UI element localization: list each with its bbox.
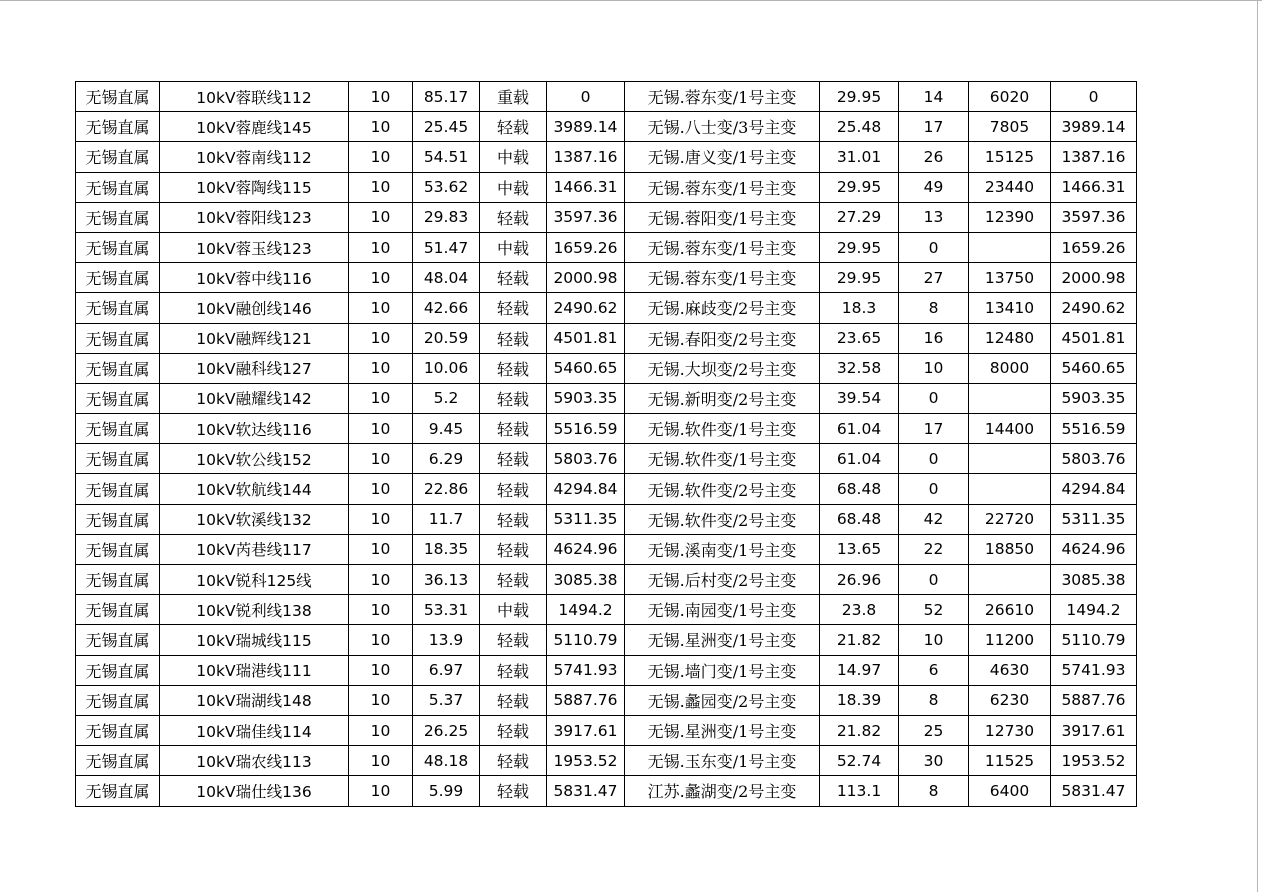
cell-transformer-load-rate: 29.95 bbox=[820, 82, 899, 112]
cell-load-rate: 6.97 bbox=[413, 655, 480, 685]
table-row bbox=[76, 474, 1137, 504]
cell-load-rate: 51.47 bbox=[413, 232, 480, 262]
cell-voltage: 10 bbox=[349, 625, 413, 655]
cell-user-capacity: 23440 bbox=[969, 172, 1051, 202]
cell-substation-transformer: 无锡.墙门变/1号主变 bbox=[625, 655, 820, 685]
cell-available-capacity: 5903.35 bbox=[1051, 383, 1137, 413]
cell-remaining-capacity: 3917.61 bbox=[547, 715, 625, 745]
table-row bbox=[76, 383, 1137, 413]
cell-substation-transformer: 无锡.蓉东变/1号主变 bbox=[625, 172, 820, 202]
cell-load-rate: 53.31 bbox=[413, 595, 480, 625]
cell-available-capacity: 1466.31 bbox=[1051, 172, 1137, 202]
cell-load-level: 轻载 bbox=[480, 625, 547, 655]
cell-user-count: 0 bbox=[899, 474, 969, 504]
cell-org: 无锡直属 bbox=[76, 142, 160, 172]
cell-remaining-capacity: 0 bbox=[547, 82, 625, 112]
cell-user-count: 16 bbox=[899, 323, 969, 353]
cell-transformer-load-rate: 61.04 bbox=[820, 444, 899, 474]
cell-available-capacity: 5831.47 bbox=[1051, 776, 1137, 806]
cell-transformer-load-rate: 29.95 bbox=[820, 232, 899, 262]
cell-load-rate: 42.66 bbox=[413, 293, 480, 323]
cell-available-capacity: 1659.26 bbox=[1051, 232, 1137, 262]
cell-user-capacity bbox=[969, 474, 1051, 504]
cell-available-capacity: 1494.2 bbox=[1051, 595, 1137, 625]
cell-load-rate: 20.59 bbox=[413, 323, 480, 353]
cell-line-name: 10kV锐科125线 bbox=[160, 565, 349, 595]
cell-org: 无锡直属 bbox=[76, 504, 160, 534]
cell-load-rate: 54.51 bbox=[413, 142, 480, 172]
cell-load-rate: 10.06 bbox=[413, 353, 480, 383]
cell-transformer-load-rate: 21.82 bbox=[820, 625, 899, 655]
cell-substation-transformer: 无锡.溪南变/1号主变 bbox=[625, 534, 820, 564]
cell-remaining-capacity: 4501.81 bbox=[547, 323, 625, 353]
cell-voltage: 10 bbox=[349, 383, 413, 413]
cell-load-rate: 48.04 bbox=[413, 263, 480, 293]
cell-transformer-load-rate: 26.96 bbox=[820, 565, 899, 595]
table-row bbox=[76, 504, 1137, 534]
cell-org: 无锡直属 bbox=[76, 232, 160, 262]
cell-substation-transformer: 无锡.软件变/1号主变 bbox=[625, 444, 820, 474]
table-row bbox=[76, 172, 1137, 202]
cell-user-count: 26 bbox=[899, 142, 969, 172]
cell-org: 无锡直属 bbox=[76, 444, 160, 474]
cell-org: 无锡直属 bbox=[76, 715, 160, 745]
cell-line-name: 10kV蓉中线116 bbox=[160, 263, 349, 293]
cell-voltage: 10 bbox=[349, 82, 413, 112]
cell-user-count: 25 bbox=[899, 715, 969, 745]
cell-load-rate: 53.62 bbox=[413, 172, 480, 202]
cell-voltage: 10 bbox=[349, 595, 413, 625]
cell-voltage: 10 bbox=[349, 685, 413, 715]
cell-load-rate: 5.2 bbox=[413, 383, 480, 413]
cell-user-count: 13 bbox=[899, 202, 969, 232]
cell-available-capacity: 5803.76 bbox=[1051, 444, 1137, 474]
cell-load-level: 轻载 bbox=[480, 414, 547, 444]
cell-user-count: 22 bbox=[899, 534, 969, 564]
cell-user-capacity: 6230 bbox=[969, 685, 1051, 715]
cell-user-count: 30 bbox=[899, 746, 969, 776]
cell-remaining-capacity: 3989.14 bbox=[547, 112, 625, 142]
cell-available-capacity: 5460.65 bbox=[1051, 353, 1137, 383]
cell-transformer-load-rate: 14.97 bbox=[820, 655, 899, 685]
cell-line-name: 10kV蓉鹿线145 bbox=[160, 112, 349, 142]
cell-user-count: 0 bbox=[899, 444, 969, 474]
cell-user-capacity: 26610 bbox=[969, 595, 1051, 625]
cell-available-capacity: 1953.52 bbox=[1051, 746, 1137, 776]
cell-transformer-load-rate: 18.3 bbox=[820, 293, 899, 323]
cell-load-rate: 9.45 bbox=[413, 414, 480, 444]
cell-voltage: 10 bbox=[349, 232, 413, 262]
cell-line-name: 10kV瑞仕线136 bbox=[160, 776, 349, 806]
cell-transformer-load-rate: 29.95 bbox=[820, 172, 899, 202]
cell-voltage: 10 bbox=[349, 112, 413, 142]
table-row bbox=[76, 715, 1137, 745]
cell-line-name: 10kV瑞湖线148 bbox=[160, 685, 349, 715]
cell-load-level: 轻载 bbox=[480, 323, 547, 353]
table-row bbox=[76, 112, 1137, 142]
cell-voltage: 10 bbox=[349, 323, 413, 353]
cell-line-name: 10kV瑞农线113 bbox=[160, 746, 349, 776]
cell-user-capacity: 13750 bbox=[969, 263, 1051, 293]
table-row bbox=[76, 595, 1137, 625]
cell-remaining-capacity: 1466.31 bbox=[547, 172, 625, 202]
cell-transformer-load-rate: 25.48 bbox=[820, 112, 899, 142]
cell-substation-transformer: 无锡.新明变/2号主变 bbox=[625, 383, 820, 413]
cell-available-capacity: 5741.93 bbox=[1051, 655, 1137, 685]
cell-transformer-load-rate: 23.65 bbox=[820, 323, 899, 353]
table-row bbox=[76, 444, 1137, 474]
cell-voltage: 10 bbox=[349, 293, 413, 323]
cell-org: 无锡直属 bbox=[76, 685, 160, 715]
cell-line-name: 10kV蓉南线112 bbox=[160, 142, 349, 172]
cell-user-count: 0 bbox=[899, 383, 969, 413]
table-row bbox=[76, 263, 1137, 293]
cell-available-capacity: 5887.76 bbox=[1051, 685, 1137, 715]
table-row bbox=[76, 746, 1137, 776]
cell-available-capacity: 3085.38 bbox=[1051, 565, 1137, 595]
cell-available-capacity: 0 bbox=[1051, 82, 1137, 112]
cell-user-count: 52 bbox=[899, 595, 969, 625]
table-row bbox=[76, 142, 1137, 172]
cell-load-level: 轻载 bbox=[480, 202, 547, 232]
cell-available-capacity: 5516.59 bbox=[1051, 414, 1137, 444]
cell-line-name: 10kV蓉联线112 bbox=[160, 82, 349, 112]
cell-voltage: 10 bbox=[349, 202, 413, 232]
cell-org: 无锡直属 bbox=[76, 202, 160, 232]
cell-voltage: 10 bbox=[349, 655, 413, 685]
cell-transformer-load-rate: 68.48 bbox=[820, 504, 899, 534]
cell-user-capacity: 11525 bbox=[969, 746, 1051, 776]
cell-remaining-capacity: 1387.16 bbox=[547, 142, 625, 172]
cell-user-count: 49 bbox=[899, 172, 969, 202]
cell-transformer-load-rate: 27.29 bbox=[820, 202, 899, 232]
cell-voltage: 10 bbox=[349, 776, 413, 806]
cell-voltage: 10 bbox=[349, 504, 413, 534]
cell-load-rate: 26.25 bbox=[413, 715, 480, 745]
cell-org: 无锡直属 bbox=[76, 293, 160, 323]
cell-line-name: 10kV芮巷线117 bbox=[160, 534, 349, 564]
cell-remaining-capacity: 5311.35 bbox=[547, 504, 625, 534]
cell-remaining-capacity: 4624.96 bbox=[547, 534, 625, 564]
cell-user-count: 8 bbox=[899, 293, 969, 323]
cell-line-name: 10kV融创线146 bbox=[160, 293, 349, 323]
page-right-border bbox=[1257, 0, 1258, 892]
cell-load-level: 轻载 bbox=[480, 565, 547, 595]
cell-user-capacity: 15125 bbox=[969, 142, 1051, 172]
cell-line-name: 10kV软公线152 bbox=[160, 444, 349, 474]
cell-transformer-load-rate: 13.65 bbox=[820, 534, 899, 564]
cell-load-rate: 36.13 bbox=[413, 565, 480, 595]
cell-voltage: 10 bbox=[349, 353, 413, 383]
cell-line-name: 10kV蓉陶线115 bbox=[160, 172, 349, 202]
cell-transformer-load-rate: 23.8 bbox=[820, 595, 899, 625]
cell-user-count: 27 bbox=[899, 263, 969, 293]
cell-load-level: 轻载 bbox=[480, 776, 547, 806]
cell-org: 无锡直属 bbox=[76, 534, 160, 564]
cell-voltage: 10 bbox=[349, 172, 413, 202]
cell-substation-transformer: 无锡.唐义变/1号主变 bbox=[625, 142, 820, 172]
cell-user-count: 42 bbox=[899, 504, 969, 534]
cell-user-capacity bbox=[969, 383, 1051, 413]
table-row bbox=[76, 353, 1137, 383]
cell-load-level: 中载 bbox=[480, 142, 547, 172]
cell-user-capacity: 12390 bbox=[969, 202, 1051, 232]
cell-transformer-load-rate: 32.58 bbox=[820, 353, 899, 383]
cell-remaining-capacity: 4294.84 bbox=[547, 474, 625, 504]
cell-user-capacity: 14400 bbox=[969, 414, 1051, 444]
cell-line-name: 10kV瑞港线111 bbox=[160, 655, 349, 685]
cell-line-name: 10kV融辉线121 bbox=[160, 323, 349, 353]
cell-org: 无锡直属 bbox=[76, 595, 160, 625]
cell-load-rate: 22.86 bbox=[413, 474, 480, 504]
cell-remaining-capacity: 5887.76 bbox=[547, 685, 625, 715]
cell-substation-transformer: 无锡.蠡园变/2号主变 bbox=[625, 685, 820, 715]
cell-remaining-capacity: 5803.76 bbox=[547, 444, 625, 474]
cell-load-level: 轻载 bbox=[480, 746, 547, 776]
cell-load-level: 轻载 bbox=[480, 112, 547, 142]
table-row bbox=[76, 625, 1137, 655]
cell-available-capacity: 3917.61 bbox=[1051, 715, 1137, 745]
cell-user-capacity: 6400 bbox=[969, 776, 1051, 806]
cell-user-count: 17 bbox=[899, 414, 969, 444]
cell-user-capacity: 12480 bbox=[969, 323, 1051, 353]
cell-substation-transformer: 无锡.蓉东变/1号主变 bbox=[625, 232, 820, 262]
cell-available-capacity: 4624.96 bbox=[1051, 534, 1137, 564]
cell-load-rate: 13.9 bbox=[413, 625, 480, 655]
cell-load-rate: 18.35 bbox=[413, 534, 480, 564]
cell-user-count: 14 bbox=[899, 82, 969, 112]
table-row bbox=[76, 414, 1137, 444]
cell-remaining-capacity: 1953.52 bbox=[547, 746, 625, 776]
cell-voltage: 10 bbox=[349, 444, 413, 474]
cell-user-capacity: 18850 bbox=[969, 534, 1051, 564]
cell-substation-transformer: 无锡.蓉东变/1号主变 bbox=[625, 82, 820, 112]
cell-remaining-capacity: 5460.65 bbox=[547, 353, 625, 383]
cell-load-level: 轻载 bbox=[480, 383, 547, 413]
table-row bbox=[76, 655, 1137, 685]
cell-load-rate: 5.37 bbox=[413, 685, 480, 715]
cell-user-count: 6 bbox=[899, 655, 969, 685]
cell-load-rate: 5.99 bbox=[413, 776, 480, 806]
cell-user-capacity: 4630 bbox=[969, 655, 1051, 685]
cell-transformer-load-rate: 18.39 bbox=[820, 685, 899, 715]
cell-load-level: 轻载 bbox=[480, 444, 547, 474]
cell-org: 无锡直属 bbox=[76, 82, 160, 112]
cell-remaining-capacity: 5903.35 bbox=[547, 383, 625, 413]
cell-substation-transformer: 无锡.星洲变/1号主变 bbox=[625, 625, 820, 655]
cell-remaining-capacity: 2000.98 bbox=[547, 263, 625, 293]
cell-load-level: 重载 bbox=[480, 82, 547, 112]
cell-available-capacity: 2490.62 bbox=[1051, 293, 1137, 323]
table-row bbox=[76, 293, 1137, 323]
cell-org: 无锡直属 bbox=[76, 655, 160, 685]
cell-substation-transformer: 无锡.蓉东变/1号主变 bbox=[625, 263, 820, 293]
cell-load-rate: 11.7 bbox=[413, 504, 480, 534]
cell-voltage: 10 bbox=[349, 474, 413, 504]
cell-remaining-capacity: 1659.26 bbox=[547, 232, 625, 262]
cell-load-level: 中载 bbox=[480, 172, 547, 202]
cell-load-level: 轻载 bbox=[480, 353, 547, 383]
cell-substation-transformer: 无锡.星洲变/1号主变 bbox=[625, 715, 820, 745]
cell-org: 无锡直属 bbox=[76, 565, 160, 595]
cell-substation-transformer: 无锡.春阳变/2号主变 bbox=[625, 323, 820, 353]
cell-org: 无锡直属 bbox=[76, 323, 160, 353]
cell-substation-transformer: 无锡.南园变/1号主变 bbox=[625, 595, 820, 625]
cell-voltage: 10 bbox=[349, 534, 413, 564]
cell-remaining-capacity: 5110.79 bbox=[547, 625, 625, 655]
cell-line-name: 10kV锐利线138 bbox=[160, 595, 349, 625]
cell-user-capacity: 13410 bbox=[969, 293, 1051, 323]
cell-org: 无锡直属 bbox=[76, 172, 160, 202]
table-row bbox=[76, 565, 1137, 595]
cell-org: 无锡直属 bbox=[76, 112, 160, 142]
cell-user-capacity: 8000 bbox=[969, 353, 1051, 383]
cell-user-capacity bbox=[969, 232, 1051, 262]
table-row bbox=[76, 82, 1137, 112]
cell-user-count: 10 bbox=[899, 625, 969, 655]
cell-load-level: 轻载 bbox=[480, 263, 547, 293]
table-row bbox=[76, 534, 1137, 564]
cell-org: 无锡直属 bbox=[76, 474, 160, 504]
cell-remaining-capacity: 5516.59 bbox=[547, 414, 625, 444]
cell-substation-transformer: 无锡.大坝变/2号主变 bbox=[625, 353, 820, 383]
cell-available-capacity: 2000.98 bbox=[1051, 263, 1137, 293]
cell-substation-transformer: 无锡.麻歧变/2号主变 bbox=[625, 293, 820, 323]
cell-user-capacity: 11200 bbox=[969, 625, 1051, 655]
cell-user-count: 8 bbox=[899, 776, 969, 806]
cell-org: 无锡直属 bbox=[76, 353, 160, 383]
cell-load-level: 轻载 bbox=[480, 293, 547, 323]
cell-user-count: 8 bbox=[899, 685, 969, 715]
cell-transformer-load-rate: 113.1 bbox=[820, 776, 899, 806]
cell-load-rate: 25.45 bbox=[413, 112, 480, 142]
cell-load-rate: 85.17 bbox=[413, 82, 480, 112]
cell-voltage: 10 bbox=[349, 565, 413, 595]
cell-substation-transformer: 无锡.软件变/2号主变 bbox=[625, 474, 820, 504]
cell-load-level: 轻载 bbox=[480, 655, 547, 685]
cell-transformer-load-rate: 21.82 bbox=[820, 715, 899, 745]
cell-load-level: 轻载 bbox=[480, 534, 547, 564]
cell-available-capacity: 3597.36 bbox=[1051, 202, 1137, 232]
cell-load-level: 轻载 bbox=[480, 685, 547, 715]
cell-substation-transformer: 江苏.蠡湖变/2号主变 bbox=[625, 776, 820, 806]
table-row bbox=[76, 323, 1137, 353]
cell-voltage: 10 bbox=[349, 746, 413, 776]
cell-line-name: 10kV蓉阳线123 bbox=[160, 202, 349, 232]
table-body bbox=[76, 82, 1137, 807]
cell-line-name: 10kV融科线127 bbox=[160, 353, 349, 383]
cell-line-name: 10kV瑞城线115 bbox=[160, 625, 349, 655]
cell-substation-transformer: 无锡.软件变/2号主变 bbox=[625, 504, 820, 534]
cell-voltage: 10 bbox=[349, 142, 413, 172]
cell-load-level: 轻载 bbox=[480, 715, 547, 745]
cell-org: 无锡直属 bbox=[76, 746, 160, 776]
cell-transformer-load-rate: 39.54 bbox=[820, 383, 899, 413]
cell-substation-transformer: 无锡.后村变/2号主变 bbox=[625, 565, 820, 595]
cell-remaining-capacity: 2490.62 bbox=[547, 293, 625, 323]
cell-remaining-capacity: 3085.38 bbox=[547, 565, 625, 595]
cell-load-level: 中载 bbox=[480, 595, 547, 625]
table-row bbox=[76, 685, 1137, 715]
cell-transformer-load-rate: 68.48 bbox=[820, 474, 899, 504]
cell-org: 无锡直属 bbox=[76, 263, 160, 293]
cell-user-capacity bbox=[969, 565, 1051, 595]
cell-voltage: 10 bbox=[349, 263, 413, 293]
cell-user-count: 0 bbox=[899, 565, 969, 595]
cell-voltage: 10 bbox=[349, 715, 413, 745]
table-row bbox=[76, 232, 1137, 262]
cell-substation-transformer: 无锡.蓉阳变/1号主变 bbox=[625, 202, 820, 232]
cell-line-name: 10kV融耀线142 bbox=[160, 383, 349, 413]
cell-load-rate: 6.29 bbox=[413, 444, 480, 474]
cell-org: 无锡直属 bbox=[76, 625, 160, 655]
cell-line-name: 10kV蓉玉线123 bbox=[160, 232, 349, 262]
cell-transformer-load-rate: 29.95 bbox=[820, 263, 899, 293]
cell-line-name: 10kV瑞佳线114 bbox=[160, 715, 349, 745]
cell-user-capacity: 12730 bbox=[969, 715, 1051, 745]
cell-load-level: 中载 bbox=[480, 232, 547, 262]
cell-remaining-capacity: 3597.36 bbox=[547, 202, 625, 232]
cell-available-capacity: 4501.81 bbox=[1051, 323, 1137, 353]
cell-line-name: 10kV软航线144 bbox=[160, 474, 349, 504]
cell-substation-transformer: 无锡.软件变/1号主变 bbox=[625, 414, 820, 444]
cell-remaining-capacity: 5741.93 bbox=[547, 655, 625, 685]
cell-substation-transformer: 无锡.玉东变/1号主变 bbox=[625, 746, 820, 776]
cell-user-capacity: 6020 bbox=[969, 82, 1051, 112]
cell-load-level: 轻载 bbox=[480, 504, 547, 534]
cell-org: 无锡直属 bbox=[76, 776, 160, 806]
cell-transformer-load-rate: 61.04 bbox=[820, 414, 899, 444]
cell-transformer-load-rate: 52.74 bbox=[820, 746, 899, 776]
cell-load-level: 轻载 bbox=[480, 474, 547, 504]
cell-user-count: 17 bbox=[899, 112, 969, 142]
cell-line-name: 10kV软溪线132 bbox=[160, 504, 349, 534]
cell-available-capacity: 3989.14 bbox=[1051, 112, 1137, 142]
cell-user-capacity bbox=[969, 444, 1051, 474]
cell-user-capacity: 7805 bbox=[969, 112, 1051, 142]
page-top-border bbox=[0, 0, 1262, 1]
cell-voltage: 10 bbox=[349, 414, 413, 444]
cell-line-name: 10kV软达线116 bbox=[160, 414, 349, 444]
cell-user-count: 10 bbox=[899, 353, 969, 383]
cell-available-capacity: 5110.79 bbox=[1051, 625, 1137, 655]
feeder-load-table bbox=[75, 81, 1137, 807]
cell-substation-transformer: 无锡.八士变/3号主变 bbox=[625, 112, 820, 142]
cell-load-rate: 48.18 bbox=[413, 746, 480, 776]
cell-remaining-capacity: 5831.47 bbox=[547, 776, 625, 806]
cell-org: 无锡直属 bbox=[76, 414, 160, 444]
cell-available-capacity: 4294.84 bbox=[1051, 474, 1137, 504]
cell-user-count: 0 bbox=[899, 232, 969, 262]
cell-org: 无锡直属 bbox=[76, 383, 160, 413]
cell-transformer-load-rate: 31.01 bbox=[820, 142, 899, 172]
cell-available-capacity: 5311.35 bbox=[1051, 504, 1137, 534]
cell-available-capacity: 1387.16 bbox=[1051, 142, 1137, 172]
cell-user-capacity: 22720 bbox=[969, 504, 1051, 534]
table-row bbox=[76, 202, 1137, 232]
cell-load-rate: 29.83 bbox=[413, 202, 480, 232]
cell-remaining-capacity: 1494.2 bbox=[547, 595, 625, 625]
table-row bbox=[76, 776, 1137, 806]
